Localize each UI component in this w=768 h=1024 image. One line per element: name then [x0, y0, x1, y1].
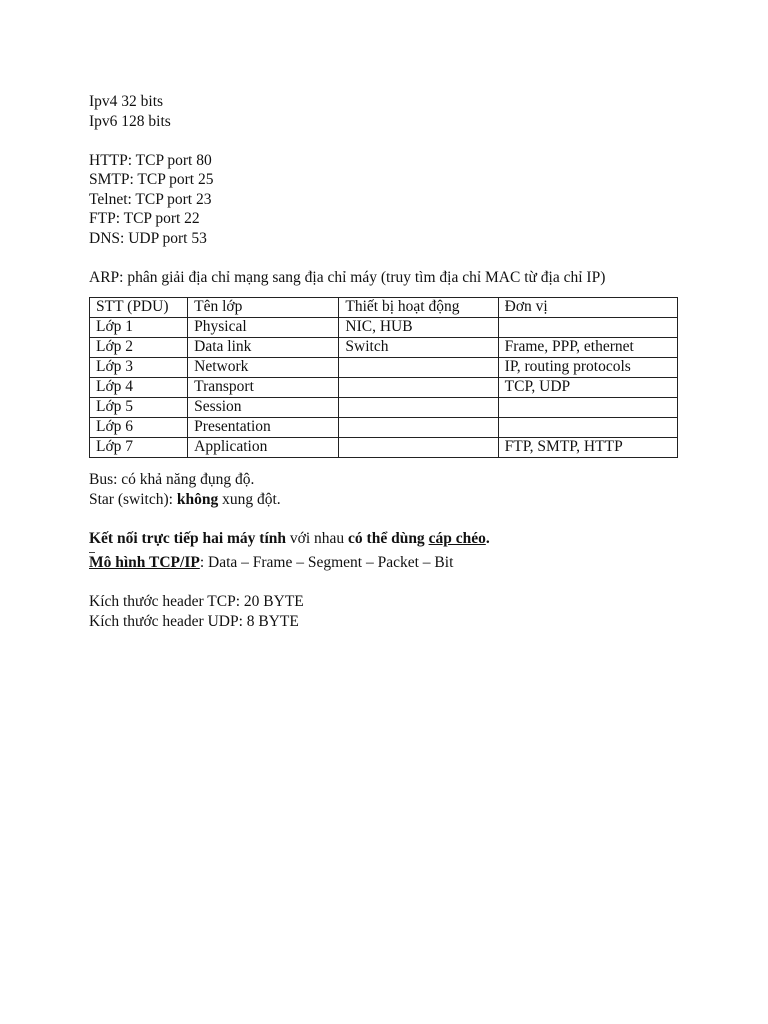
ipv4-line: Ipv4 32 bits	[89, 93, 164, 110]
port-item-telnet: Telnet: TCP port 23	[89, 190, 212, 208]
spacer	[89, 509, 689, 529]
table-row	[90, 398, 678, 418]
port-list	[89, 151, 689, 249]
table-cell: Physical	[188, 318, 339, 338]
table-cell	[498, 418, 677, 438]
tcpip-line	[89, 553, 689, 573]
star-bold: không	[176, 490, 219, 508]
table-row	[90, 438, 678, 458]
table-cell: TCP, UDP	[498, 378, 677, 398]
port-item-ftp: FTP: TCP port 22	[89, 210, 200, 227]
arp-line: ARP: phân giải địa chỉ mạng sang địa chỉ máy (truy tìm địa chỉ MAC từ địa chỉ IP)	[89, 268, 606, 286]
crossover-end: .	[485, 529, 490, 547]
crossover-underline: cáp chéo	[428, 529, 486, 547]
table-cell: Data link	[188, 338, 339, 358]
port-item-smtp: SMTP: TCP port 25	[89, 171, 214, 188]
crossover-plain: với nhau	[286, 529, 349, 547]
table-cell: Frame, PPP, ethernet	[498, 338, 677, 358]
spacer	[89, 573, 689, 593]
table-header-cell: Thiết bị hoạt động	[339, 298, 498, 318]
table-row	[90, 358, 678, 378]
star-line	[89, 490, 689, 510]
table-cell	[339, 398, 498, 418]
crossover-line	[89, 529, 689, 549]
table-cell	[339, 358, 498, 378]
bus-line: Bus: có khả năng đụng độ.	[89, 471, 255, 488]
table-cell: Presentation	[188, 418, 339, 438]
osi-layer-table	[89, 297, 678, 458]
table-cell: Lớp 4	[90, 378, 188, 398]
crossover-bold-1: Kết nối trực tiếp hai máy tính	[89, 529, 287, 547]
table-cell: NIC, HUB	[339, 318, 498, 338]
tcpip-label: Mô hình TCP/IP	[89, 554, 200, 571]
spacer	[89, 131, 689, 151]
table-header-cell: Đơn vị	[498, 298, 677, 318]
table-cell: Transport	[188, 378, 339, 398]
table-cell: Switch	[339, 338, 498, 358]
table-cell: Lớp 3	[90, 358, 188, 378]
table-cell: Application	[188, 438, 339, 458]
table-cell: Lớp 2	[90, 338, 188, 358]
port-item-dns: DNS: UDP port 53	[89, 229, 207, 247]
table-header-cell: Tên lớp	[188, 298, 339, 318]
table-cell	[498, 398, 677, 418]
table-cell: IP, routing protocols	[498, 358, 677, 378]
table-row	[90, 338, 678, 358]
table-cell: Lớp 1	[90, 318, 188, 338]
ipv6-line: Ipv6 128 bits	[89, 112, 171, 130]
tcpip-text: : Data – Frame – Segment – Packet – Bit	[199, 554, 454, 571]
table-header-row	[90, 298, 678, 318]
table-cell: Lớp 7	[90, 438, 188, 458]
table-cell: Lớp 6	[90, 418, 188, 438]
table-row	[90, 418, 678, 438]
table-cell: Session	[188, 398, 339, 418]
table-header-cell: STT (PDU)	[90, 298, 188, 318]
table-cell: Network	[188, 358, 339, 378]
table-cell	[498, 318, 677, 338]
table-cell	[339, 438, 498, 458]
document-page	[89, 92, 689, 631]
tcp-header-size-line: Kích thước header TCP: 20 BYTE	[89, 593, 304, 610]
table-row	[90, 318, 678, 338]
star-prefix: Star (switch):	[89, 490, 177, 508]
table-row	[90, 378, 678, 398]
udp-header-size-line: Kích thước header UDP: 8 BYTE	[89, 612, 299, 630]
table-cell: FTP, SMTP, HTTP	[498, 438, 677, 458]
crossover-bold-2: có thể dùng	[348, 529, 429, 547]
table-cell	[339, 378, 498, 398]
star-suffix: xung đột.	[218, 490, 281, 508]
spacer	[89, 248, 689, 268]
table-cell: Lớp 5	[90, 398, 188, 418]
table-cell	[339, 418, 498, 438]
port-item-http: HTTP: TCP port 80	[89, 151, 212, 169]
